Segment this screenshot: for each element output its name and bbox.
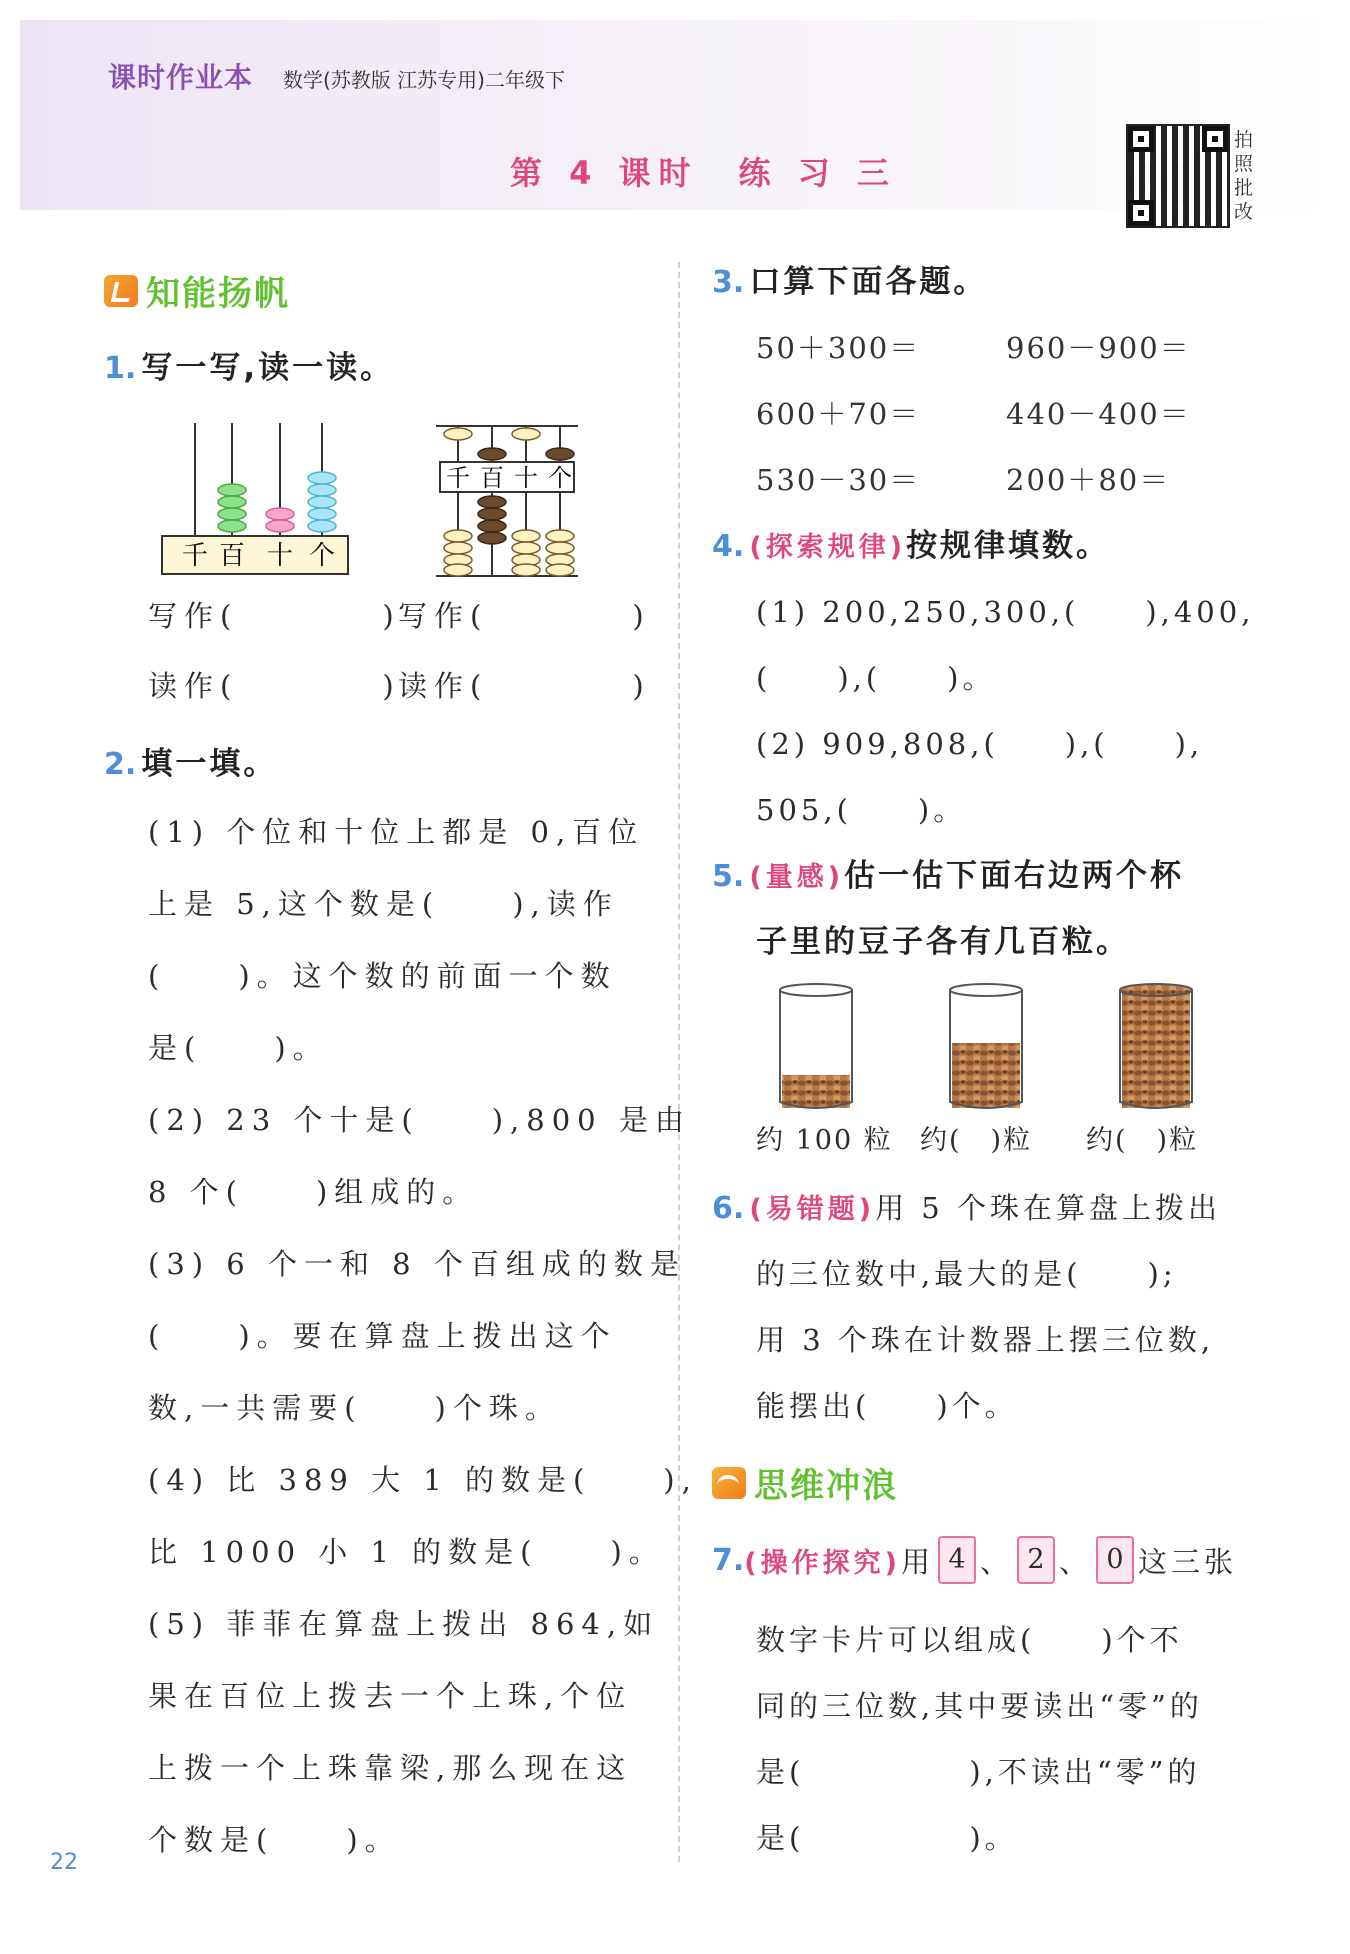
place-label: 百 (480, 464, 504, 492)
bean-fill (952, 1043, 1020, 1108)
q2-line[interactable]: 个数是( )。 (148, 1823, 401, 1857)
lesson-title: 第 4 课时 练 习 三 (510, 154, 897, 192)
q2-heading (104, 738, 277, 783)
question-number: 4. (712, 529, 745, 564)
calc-item[interactable]: 440－400＝ (1006, 397, 1191, 431)
q2-line: (3) 6 个一和 8 个百组成的数是 (148, 1247, 686, 1281)
bean-cup (1120, 984, 1192, 1108)
q2-line[interactable]: 数,一共需要( )个珠。 (148, 1391, 561, 1425)
question-number: 3. (712, 265, 745, 300)
page-header (108, 56, 565, 96)
brand-title: 课时作业本 (108, 61, 254, 94)
q4-line[interactable]: (2) 909,808,( ),( ), (756, 727, 1204, 761)
place-label: 千 (446, 464, 470, 492)
question-title-cont: 子里的豆子各有几百粒。 (756, 924, 1130, 960)
wave-icon (712, 1467, 746, 1499)
page-number: 22 (50, 1850, 78, 1875)
q1-read-right[interactable]: 读作( ) (398, 669, 651, 703)
qr-code-icon[interactable] (1128, 126, 1228, 226)
card-separator: 、 (979, 1544, 1013, 1579)
qr-caption-char: 照 (1234, 153, 1254, 175)
calc-item[interactable]: 600＋70＝ (756, 397, 921, 431)
q1-write-right[interactable]: 写作( ) (398, 599, 651, 633)
qr-caption-char: 批 (1234, 177, 1254, 199)
bean-cup (950, 984, 1022, 1108)
q6-line: 用 3 个珠在计数器上摆三位数, (756, 1323, 1215, 1357)
counter-frame-figure (150, 418, 360, 578)
q7-line[interactable]: 是( ),不读出“零”的 (756, 1755, 1201, 1789)
q6-line[interactable]: 的三位数中,最大的是( ); (756, 1257, 1177, 1291)
calc-item[interactable]: 200＋80＝ (1006, 463, 1171, 497)
section-siwei (712, 1458, 898, 1507)
qr-caption-char: 改 (1234, 201, 1254, 223)
q2-line[interactable]: 比 1000 小 1 的数是( )。 (148, 1535, 665, 1569)
cup-label: 约 100 粒 (756, 1125, 893, 1156)
q1-write-left[interactable]: 写作( ) (148, 599, 401, 633)
q7-pre: 用 (900, 1544, 934, 1579)
question-number: 2. (104, 747, 137, 782)
digit-card: 0 (1096, 1536, 1134, 1584)
qr-caption-char: 拍 (1234, 129, 1254, 151)
subject-subtitle: 数学(苏教版 江苏专用)二年级下 (283, 68, 565, 92)
q6-line[interactable]: 能摆出( )个。 (756, 1389, 1018, 1423)
q3-heading (712, 256, 987, 301)
section-label: 知能扬帆 (146, 274, 290, 314)
digit-card: 2 (1017, 1536, 1055, 1584)
calc-item[interactable]: 50＋300＝ (756, 331, 921, 365)
question-title: 按规律填数。 (906, 528, 1111, 564)
question-number: 5. (712, 859, 745, 894)
q1-read-left[interactable]: 读作( ) (148, 669, 401, 703)
q2-line[interactable]: (4) 比 389 大 1 的数是( ), (148, 1463, 698, 1497)
section-zhineng (104, 266, 290, 315)
question-title: 估一估下面右边两个杯 (844, 858, 1185, 894)
q2-line[interactable]: 上是 5,这个数是( ),读作 (148, 887, 619, 921)
sail-icon (104, 275, 138, 307)
question-tag: (量感) (749, 862, 845, 893)
question-title: 写一写,读一读。 (141, 350, 395, 386)
cup-label[interactable]: 约( )粒 (920, 1125, 1033, 1156)
question-number: 7. (712, 1542, 745, 1578)
bean-cups-figure (770, 980, 1210, 1116)
q7-line[interactable]: 数字卡片可以组成( )个不 (756, 1623, 1183, 1657)
q2-line: (1) 个位和十位上都是 0,百位 (148, 815, 645, 849)
q7-line[interactable]: 是( )。 (756, 1821, 1018, 1855)
cup-rim (950, 984, 1022, 996)
place-label: 个 (548, 464, 572, 492)
q6-line: 用 5 个珠在算盘上拨出 (875, 1191, 1221, 1225)
q7-post: 这三张 (1138, 1544, 1238, 1579)
q2-line[interactable]: (2) 23 个十是( ),800 是由 (148, 1103, 691, 1137)
cup-rim (780, 984, 852, 996)
question-number: 6. (712, 1191, 745, 1226)
q4-line[interactable]: 505,( )。 (756, 793, 967, 827)
q2-line: 果在百位上拨去一个上珠,个位 (148, 1679, 633, 1713)
place-label: 个 (308, 541, 336, 571)
digit-card: 4 (938, 1536, 976, 1584)
bean-cup (780, 984, 852, 1108)
q2-line[interactable]: ( )。这个数的前面一个数 (148, 959, 617, 993)
q6-heading (712, 1186, 1221, 1227)
q2-line[interactable]: 是( )。 (148, 1031, 329, 1065)
q4-line[interactable]: ( ),( )。 (756, 661, 996, 695)
q2-line[interactable]: ( )。要在算盘上拨出这个 (148, 1319, 617, 1353)
question-number: 1. (104, 351, 137, 386)
calc-item[interactable]: 530－30＝ (756, 463, 921, 497)
cup-rim (1120, 984, 1192, 996)
place-label: 千 (181, 541, 209, 571)
calc-item[interactable]: 960－900＝ (1006, 331, 1191, 365)
place-label: 百 (218, 541, 246, 571)
q4-line[interactable]: (1) 200,250,300,( ),400, (756, 595, 1255, 629)
question-title: 填一填。 (141, 746, 278, 782)
question-tag: (探索规律) (749, 532, 907, 563)
q5-heading (712, 850, 1184, 895)
q2-line: (5) 菲菲在算盘上拨出 864,如 (148, 1607, 660, 1641)
question-tag: (操作探究) (744, 1547, 901, 1579)
q1-heading (104, 342, 394, 387)
question-tag: (易错题) (749, 1194, 876, 1225)
q2-line: 上拨一个上珠靠梁,那么现在这 (148, 1751, 633, 1785)
cup-label[interactable]: 约( )粒 (1086, 1125, 1199, 1156)
section-label: 思维冲浪 (754, 1466, 898, 1506)
question-title: 口算下面各题。 (749, 264, 988, 300)
bean-fill (1122, 990, 1190, 1108)
q2-line[interactable]: 8 个( )组成的。 (148, 1175, 479, 1209)
place-label: 十 (514, 464, 538, 492)
q7-line: 同的三位数,其中要读出“零”的 (756, 1689, 1203, 1723)
q7-heading (712, 1536, 1237, 1584)
bean-fill (782, 1075, 850, 1108)
q4-heading (712, 520, 1110, 565)
abacus-figure (432, 418, 582, 580)
column-divider (678, 262, 680, 1862)
qr-caption (1234, 128, 1256, 224)
card-separator: 、 (1059, 1544, 1093, 1579)
place-label: 十 (266, 541, 294, 571)
